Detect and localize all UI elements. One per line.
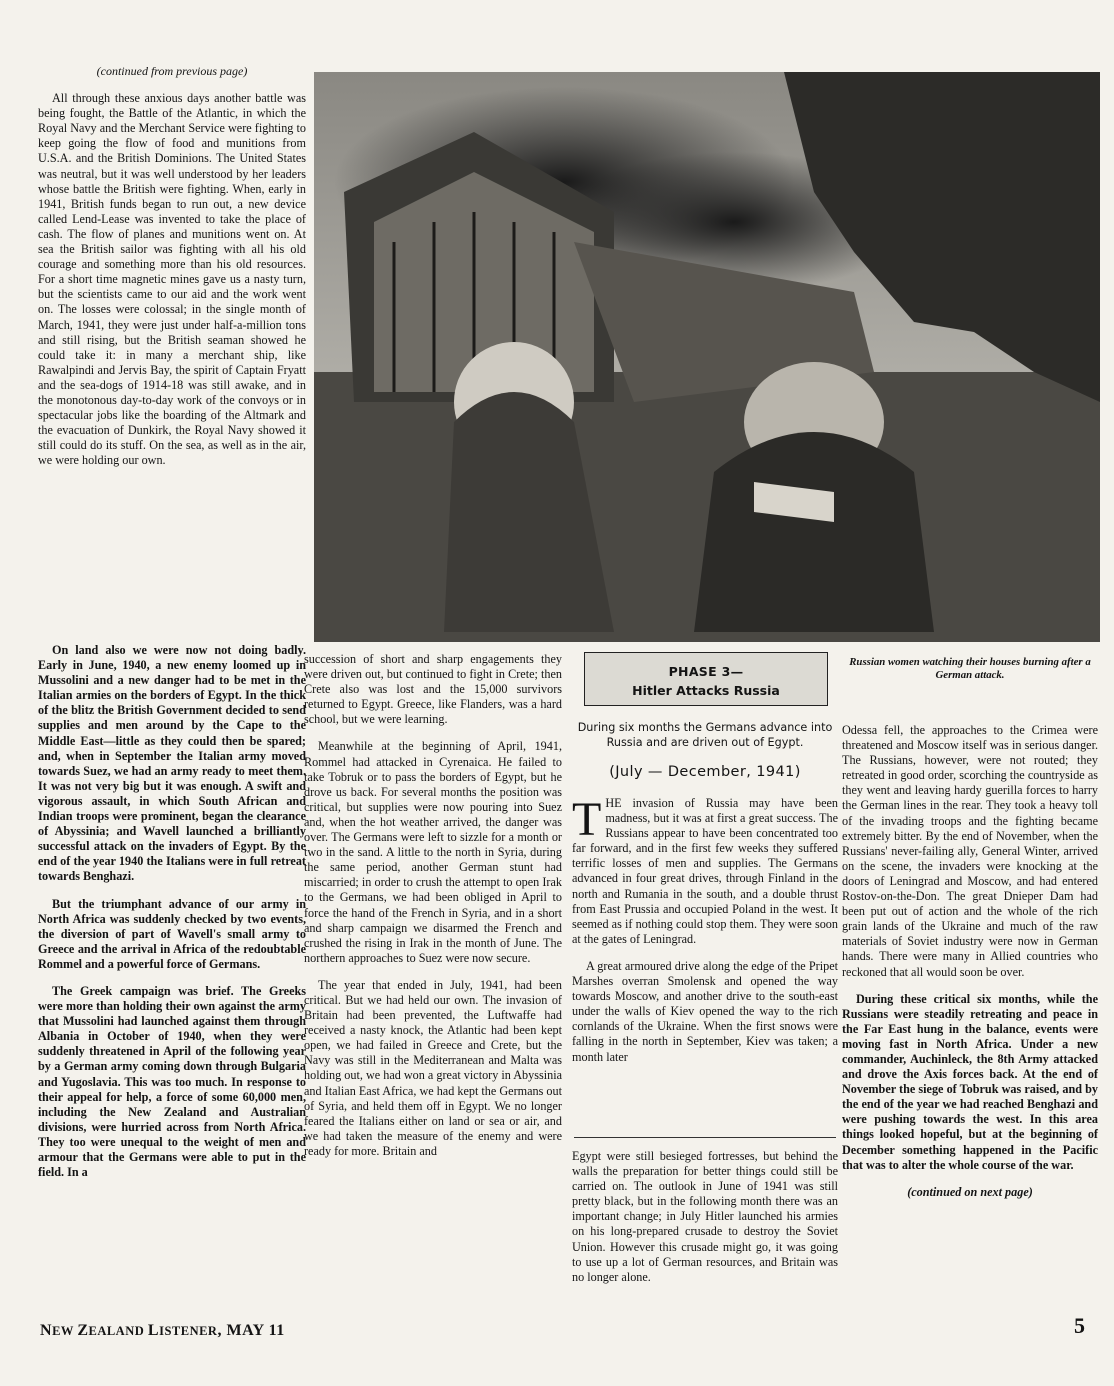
footer-ew: EW [52, 1324, 78, 1338]
footer-l: L [147, 1322, 160, 1339]
footer-istener: ISTENER [159, 1324, 218, 1338]
footer-ealand: EALAND [88, 1324, 148, 1338]
column-2 [304, 652, 562, 1159]
photo-burning-houses [314, 72, 1100, 642]
paragraph-invasion-text: HE invasion of Russia may have been madness, but it was at first a great success. The Russians appear to have been concentrated too far forward, and in the first few weeks they suffered terrific losses of men and supplies. The Germans advanced in four great drives, through Finland in the north and Rumania in the south, and a double thrust from East Prussia and occupied Poland in the west. It seemed as if nothing could stop them. They were soon at the gates of Leningrad. [572, 796, 838, 946]
continued-next-label: (continued on next page) [907, 1184, 1033, 1199]
continued-from-label: (continued from previous page) [96, 64, 248, 78]
photo-image [314, 72, 1100, 642]
paragraph-year-critical: The year that ended in July, 1941, had been critical. But we had held our own. The invasion of Britain had been prevented, the Luftwaffe had received a nasty knock, the Atlantic had been kept open, we had failed in Greece and Crete, but the Navy was still in the Mediterranean and Malta was holding out, we had won a great victory in Abyssinia and Italian East Africa, we had kept the Germans out of Syria, and held them off in Egypt. We no longer feared the Italians either on land or sea or air, and we had taken the measure of the enemy and were ready for more. Britain and [304, 977, 562, 1158]
paragraph-egypt-besieged: Egypt were still besieged fortresses, but behind the walls the preparation for better things could still be carried on. The outlook in June of 1941 was still pretty black, but in the following month there was an important change; in July Hitler launched his armies on his long-prepared crusade to destroy the Soviet Union. However this crusade might go, it was going to use up a lot of German resources, and Britain was no longer alone. [572, 1149, 838, 1284]
phase-box [584, 652, 828, 706]
paragraph-invasion [572, 793, 838, 947]
column-4 [842, 723, 1098, 1200]
footer-n: N [40, 1322, 53, 1339]
paragraph-odessa [842, 723, 1098, 980]
column-3-bottom [572, 1149, 838, 1285]
phase-intro: During six months the Germans advance into Russia and are driven out of Egypt. [577, 721, 833, 749]
publication-footer [40, 1322, 285, 1340]
paragraph-odessa-text: Odessa fell, the approaches to the Crimea were threatened and Moscow itself was in serious danger. The Russians, however, were not routed; they retreated in good order, scorching the countryside as they went and leaving hardy guerilla forces to harry the German lines in the rear. They took a heavy toll of the invading troops and the fighting became extremely bitter. By the end of November, when the Russians' never-failing ally, General Winter, arrived on the scene, the invaders were knocking at the doors of Leningrad and Moscow, and had entered Rostov-on-the-Don. The great Dnieper Dam had been put out of action and the whole of the rich grain lands of the Ukraine and much of the raw materials of Soviet industry were now in German hands. There were many in Allied countries who reckoned that all would soon be over. [842, 723, 1098, 979]
drop-cap: T [572, 793, 602, 846]
column-3 [572, 793, 838, 1065]
paragraph-land: On land also we were now not doing badly. Early in June, 1940, a new enemy loomed up in Mussolini and a new danger had to be met in the Italian armies on the borders of Egypt. In the thick of the blitz the British Government decided to send supplies and men around by the Cape to the Middle East—little as they could then be spared; and, when in September the Italian army moved towards Suez, we had an army ready to meet them. It was not very big but it was enough. A swift and vigorous assault, in which South African and Indian troops were prominent, began the clearance of Abyssinia; and Wavell launched a brilliantly successful attack on the invaders of Egypt. By the end of the year 1940 the Italians were in full retreat towards Benghazi. [38, 643, 306, 884]
paragraph-greece: The Greek campaign was brief. The Greeks were more than holding their own against the army that Mussolini had launched against them through Albania in October of 1940, when they were suddenly threatened in April of the following year by a German army coming down through Bulgaria and Yugoslavia. This was too much. In response to their appeal for help, a force of some 60,000 men, including the New Zealand and Australian divisions, were hurried across from North Africa. They too were unequal to the weight of men and armour that the Germans were able to put in the field. In a [38, 983, 306, 1180]
column-1-top [38, 64, 306, 468]
phase-3-header [572, 652, 838, 780]
phase-dates: (July — December, 1941) [609, 764, 801, 780]
paragraph-north-africa: During these critical six months, while the Russians were steadily retreating and peace in the Far East hung in the balance, events were moving fast in North Africa. Under a new commander, Auchinleck, the 8th Army attacked and drove the Axis forces back. At the end of November the siege of Tobruk was raised, and by the end of the year we had reached Benghazi and were pushing towards the west. In this area things looked hopeful, but at the beginning of December something happened in the Pacific that was to alter the whole course of the war. [842, 991, 1098, 1172]
paragraph-crete: succession of short and sharp engagements they were driven out, but continued to fight in Crete; then Crete also was lost and the 15,000 survivors returned to Egypt. Greece, like Flanders, was a hard school, but we were learning. [304, 652, 562, 727]
footer-date: , MAY 11 [217, 1322, 285, 1339]
page-number: 5 [1074, 1313, 1085, 1338]
column-divider-rule [574, 1137, 836, 1138]
footer-z: Z [77, 1322, 89, 1339]
photo-caption: Russian women watching their houses burning after a German attack. [849, 656, 1091, 681]
paragraph-atlantic: All through these anxious days another battle was being fought, the Battle of the Atlantic, in which the Royal Navy and the Merchant Service were fighting to keep going the flow of food and munitions from U.S.A. and the British Dominions. The United States was neutral, but it was well understood by her leaders whose battle the British were fighting. When, early in 1941, British funds began to run out, a new device called Lend-Lease was invented to take the place of cash. The flow of planes and munitions went on. At sea the British sailor was fighting with all his old courage and something more than his old resources. For a short time magnetic mines gave us a nasty turn, but the scientists came to our aid and the work went on. The losses were colossal; in the single month of March, 1941, they were just under half-a-million tons and still rising, but the British seaman showed he could take it: in many a merchant ship, like Rawalpindi and Jervis Bay, the spirit of Captain Fryatt and the sea-dogs of 1914-18 was still awake, and in the monotonous day-to-day work of the convoys or in spectacular jobs like the boarding of the Altmark and the evacuation of Dunkirk, the Royal Navy showed it still could do its stuff. On the sea, as well as in the air, we were holding our own. [38, 91, 306, 468]
phase-subtitle: Hitler Attacks Russia [632, 683, 780, 698]
paragraph-rommel: But the triumphant advance of our army in North Africa was suddenly checked by two events, the diversion of part of Wavell's small army to Greece and the arrival in Africa of the redoubtable Rommel and a powerful force of Germans. [38, 896, 306, 971]
paragraph-pripet: A great armoured drive along the edge of the Pripet Marshes overran Smolensk and opened the way towards Moscow, and another drive to the south-east under the walls of Kiev opened the way to the rich cornlands of the Ukraine. When the first snows were falling in the north in September, Kiev was taken; a month later [572, 958, 838, 1064]
phase-title: PHASE 3— [668, 664, 744, 679]
paragraph-cyrenaica: Meanwhile at the beginning of April, 1941, Rommel had attacked in Cyrenaica. He failed to take Tobruk or to pass the borders of Egypt, but he drove us back. For several months the position was critical, but supplies were now pouring into Suez and, when the hot weather arrived, the danger was over. The Germans were left to sizzle for a month or two in the sand. A little to the north in Syria, during the same period, another German stunt had miscarried; in order to crush the attempt to open Irak to the Germans, we had been obliged in April to force the hand of the French in Syria, and in a short and sharp campaign we disarmed the French and crushed the rising in Irak in the month of June. The northern approaches to Suez were now secure. [304, 739, 562, 965]
column-1-bottom [38, 643, 306, 1180]
